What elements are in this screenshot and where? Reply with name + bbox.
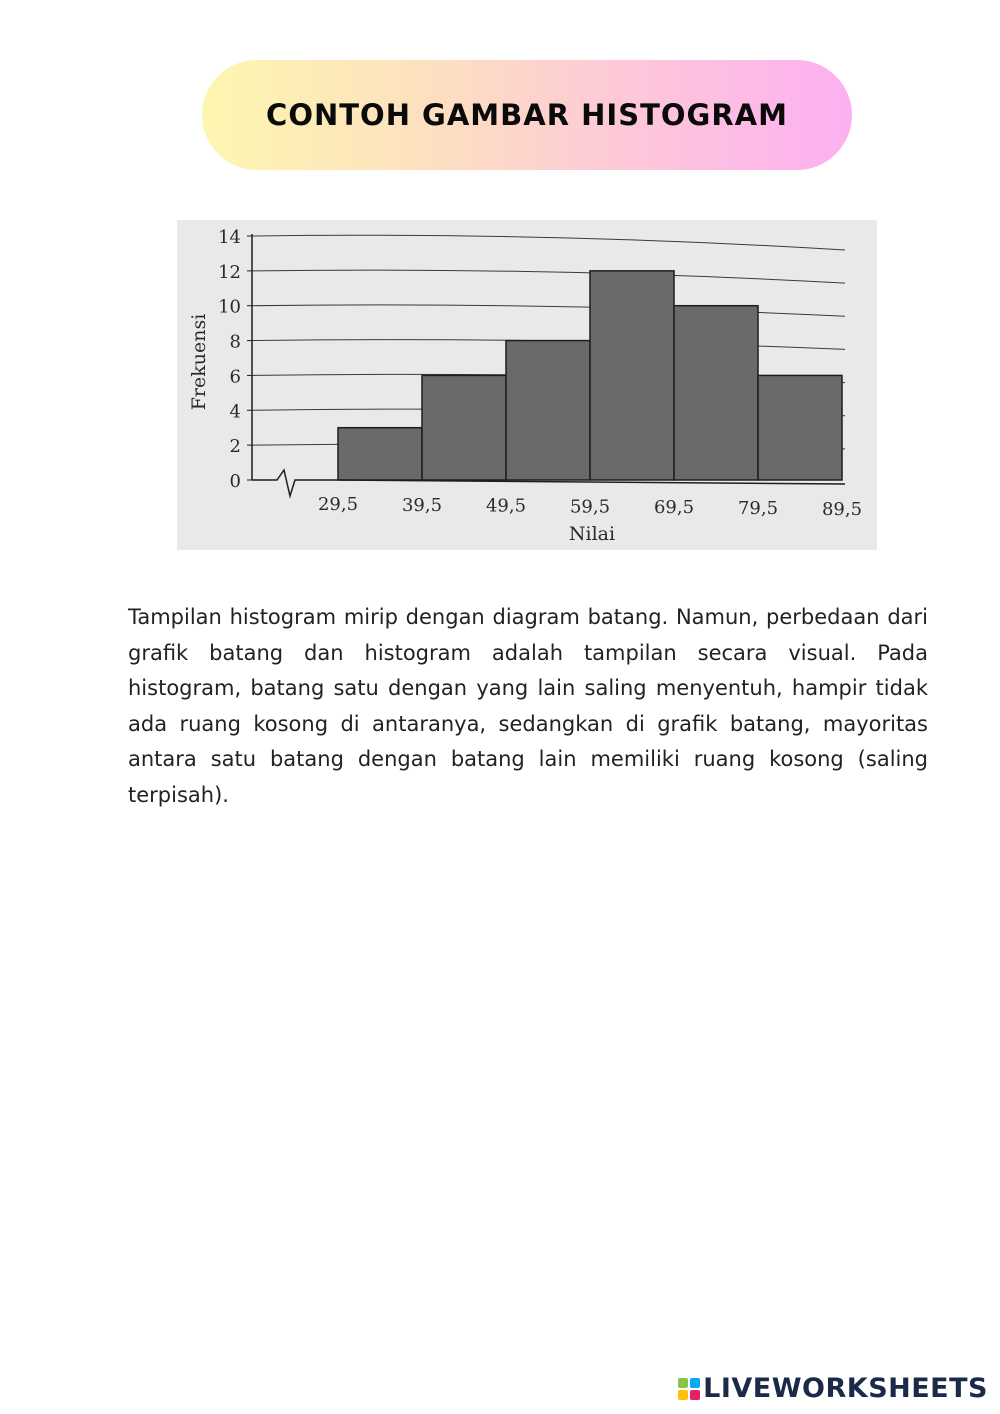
y-axis-label: Frekuensi xyxy=(188,313,210,411)
x-axis-label: Nilai xyxy=(568,523,616,545)
logo-square-4 xyxy=(690,1390,700,1400)
x-tick-label: 89,5 xyxy=(821,498,863,520)
logo-square-3 xyxy=(678,1390,688,1400)
x-tick-label: 29,5 xyxy=(317,494,359,515)
logo-square-2 xyxy=(690,1378,700,1388)
histogram-bar-3 xyxy=(506,341,590,480)
x-tick-label: 59,5 xyxy=(569,496,611,518)
x-tick-label: 39,5 xyxy=(401,494,443,516)
y-tick-label: 14 xyxy=(218,227,241,248)
y-tick-label: 10 xyxy=(218,296,241,318)
histogram-bar-6 xyxy=(758,375,842,480)
y-tick-label: 6 xyxy=(229,366,241,388)
x-tick-label: 49,5 xyxy=(485,495,527,517)
histogram-bar-5 xyxy=(674,306,758,480)
logo-square-1 xyxy=(678,1378,688,1388)
histogram-bar-2 xyxy=(422,375,506,480)
y-tick-label: 12 xyxy=(218,261,241,283)
description-paragraph: Tampilan histogram mirip dengan diagram batang. Namun, perbedaan dari grafik batang dan histogram adalah tampilan secara visual. Pada histogram, batang satu dengan yang lain saling menyentuh, hampir tidak ada ruang kosong di antaranya, sedangkan di grafik batang, mayoritas antara satu batang dengan batang lain memiliki ruang kosong (saling terpisah). xyxy=(128,605,928,807)
x-tick-label: 69,5 xyxy=(653,497,695,519)
x-tick-labels xyxy=(318,494,862,520)
grid-line-14 xyxy=(252,235,845,250)
histogram-chart xyxy=(177,220,877,550)
histogram-image xyxy=(177,220,877,550)
x-tick-label: 79,5 xyxy=(737,498,779,519)
grid-line-12 xyxy=(252,270,845,283)
liveworksheets-logo-icon xyxy=(678,1378,700,1400)
y-tick-label: 2 xyxy=(229,436,241,458)
histogram-bar-4 xyxy=(590,271,674,480)
histogram-bar-1 xyxy=(338,428,422,480)
y-tick-label: 0 xyxy=(229,471,241,492)
y-tick-label: 8 xyxy=(229,331,241,353)
page-title: CONTOH GAMBAR HISTOGRAM xyxy=(266,98,788,132)
y-tick-labels xyxy=(218,227,252,492)
brand-name: LIVEWORKSHEETS xyxy=(703,1373,988,1404)
liveworksheets-brand[interactable] xyxy=(678,1373,988,1404)
histogram-bars xyxy=(338,271,842,480)
y-tick-label: 4 xyxy=(229,401,241,423)
title-banner xyxy=(202,60,852,170)
